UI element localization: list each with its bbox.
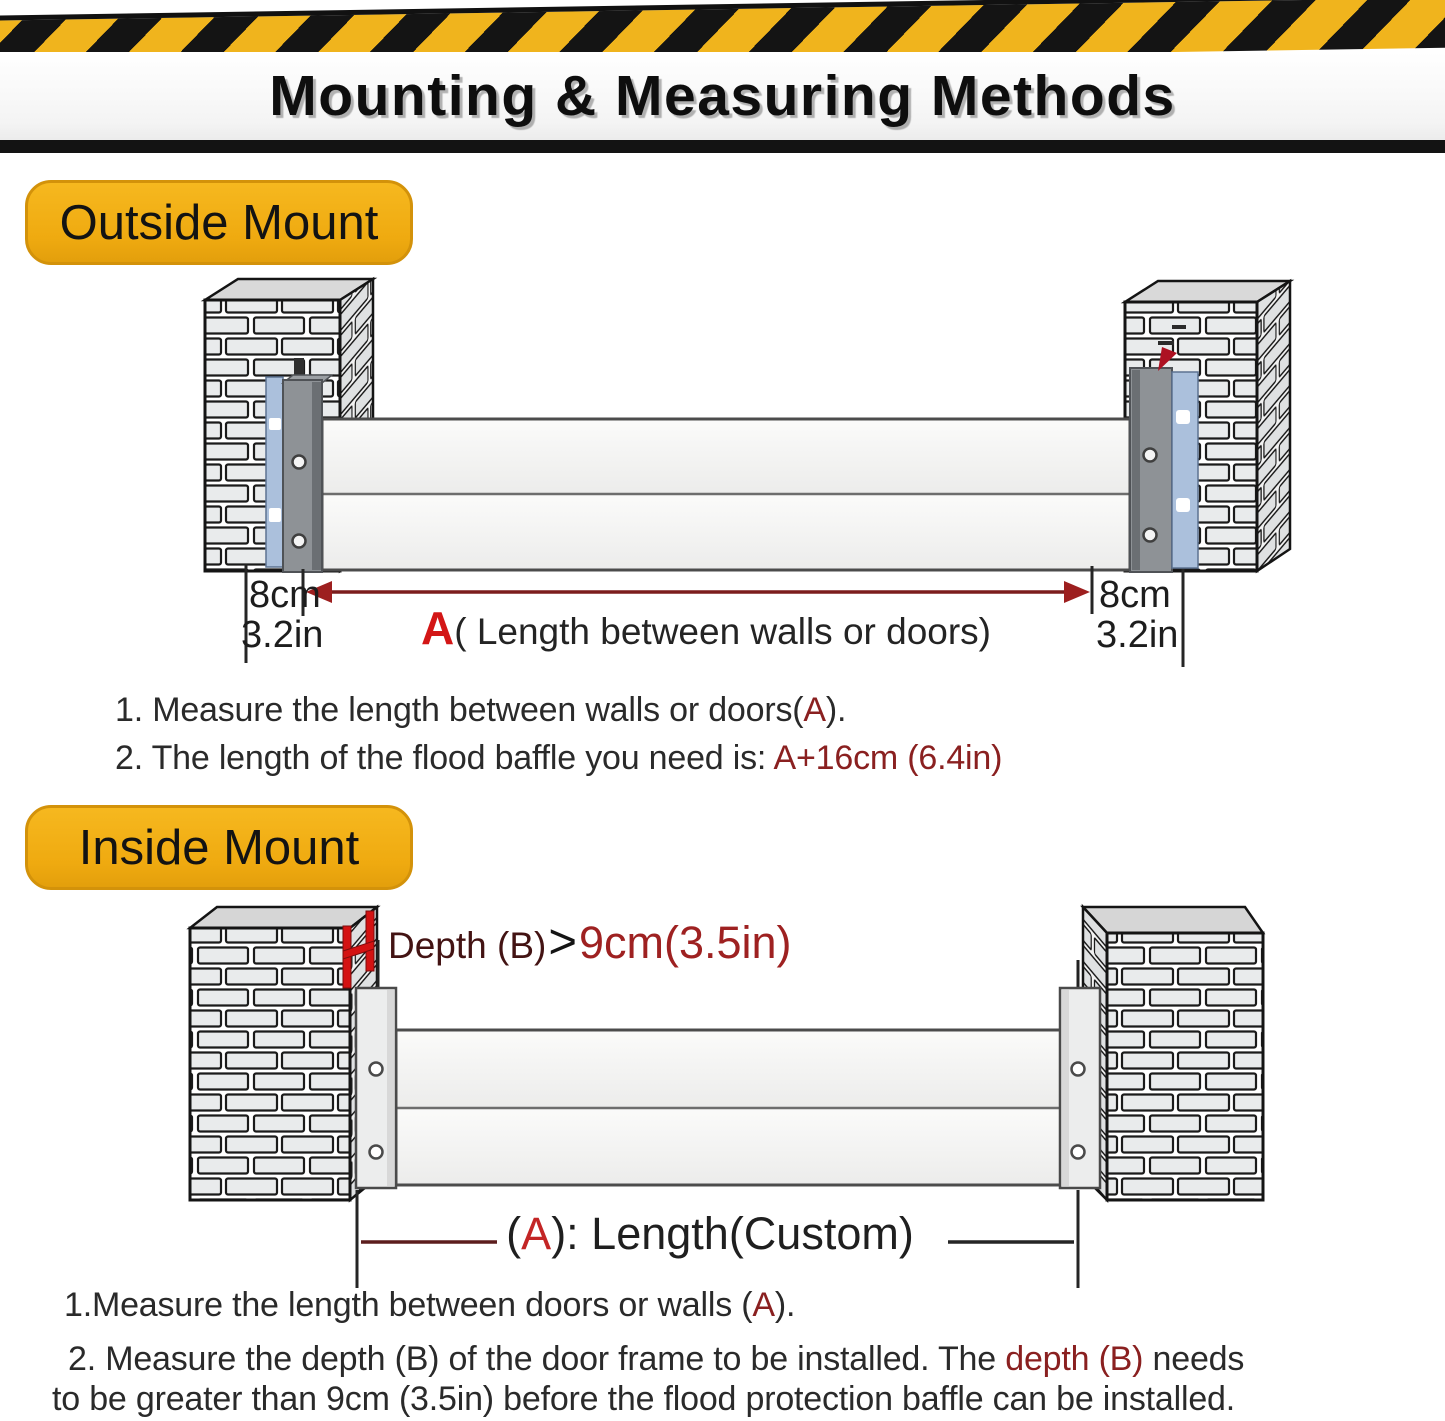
header-divider — [0, 140, 1445, 153]
span-length-variable: A — [420, 602, 455, 654]
right-gap-cm-label: 8cm — [1099, 574, 1171, 616]
span-arrow — [306, 581, 1090, 603]
span-length-label: A ( Length between walls or doors) — [420, 602, 992, 654]
inside-step-2-line-1: 2. Measure the depth (B) of the door frame to be installed. The depth (B) needs — [68, 1340, 1245, 1378]
right-gap-in-label: 3.2in — [1096, 614, 1179, 656]
outside-right-channel — [1130, 347, 1198, 572]
depth-requirement-label: Depth (B) > 9cm(3.5in) — [388, 915, 792, 969]
title-band — [0, 52, 1445, 140]
inside-left-bracket — [356, 988, 396, 1188]
left-gap-in-label: 3.2in — [241, 614, 324, 656]
inside-right-pillar — [1078, 907, 1263, 1200]
inside-mount-badge: Inside Mount — [25, 805, 413, 890]
custom-length-label: ( A ): Length(Custom) — [506, 1208, 914, 1259]
left-gap-cm-label: 8cm — [249, 574, 321, 616]
inside-flood-barrier — [396, 1030, 1062, 1185]
outside-left-channel — [266, 358, 332, 572]
inside-right-bracket — [1060, 988, 1100, 1188]
outside-step-2: 2. The length of the flood baffle you need is: A+16cm (6.4in) — [115, 739, 1003, 777]
inside-step-2-line-2: to be greater than 9cm (3.5in) before the flood protection baffle can be installed. — [52, 1380, 1235, 1418]
outside-step-1: 1. Measure the length between walls or doors(A). — [115, 691, 847, 729]
page-title: Mounting & Measuring Methods — [269, 64, 1176, 128]
inside-step-1: 1.Measure the length between doors or walls (A). — [64, 1286, 796, 1324]
outside-flood-barrier — [322, 419, 1130, 570]
outside-mount-badge: Outside Mount — [25, 180, 413, 265]
